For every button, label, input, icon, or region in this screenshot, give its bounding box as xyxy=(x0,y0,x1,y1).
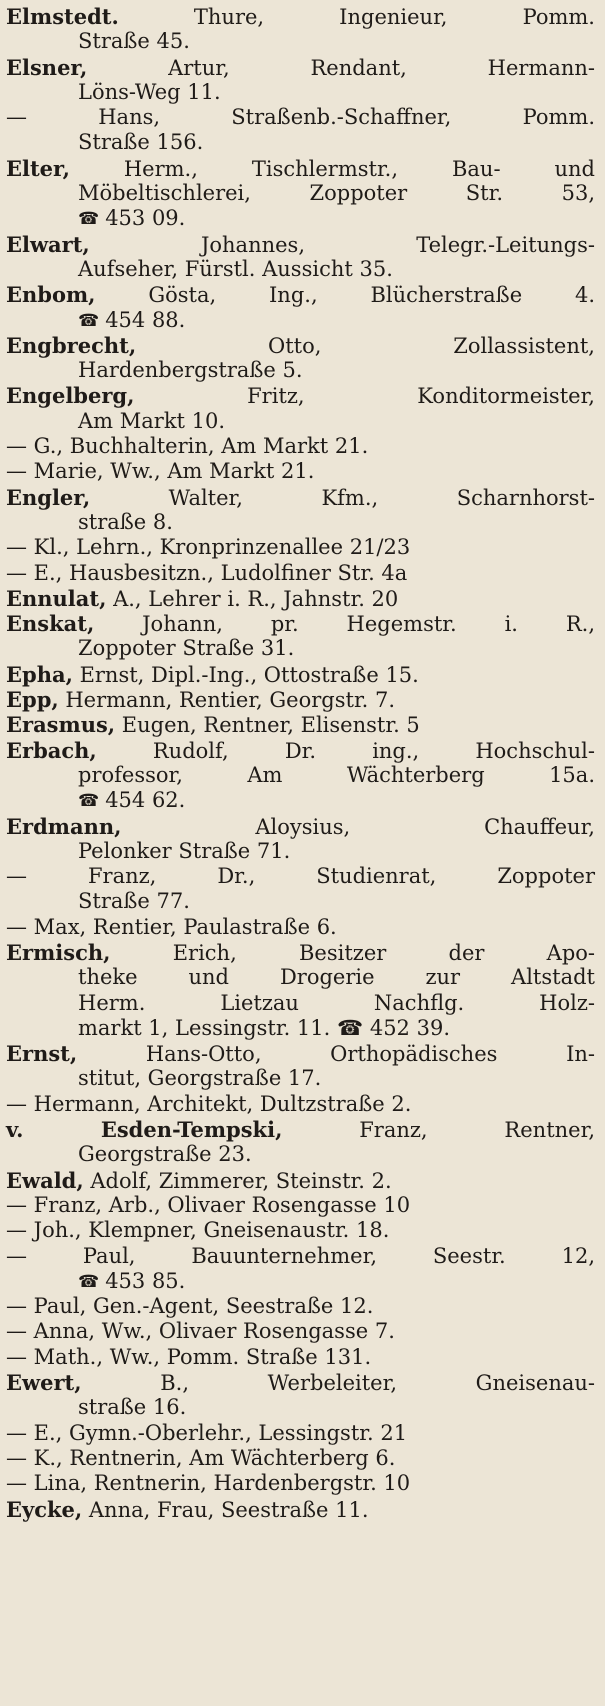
entry-first-line xyxy=(6,940,595,965)
entry-text: Erich, Besitzer der Apo- xyxy=(110,940,595,965)
entry-surname: Engler, xyxy=(6,484,91,510)
entry-text: Straße 156. xyxy=(78,130,204,155)
entry-surname: Ernst, xyxy=(6,1041,78,1067)
directory-entry xyxy=(6,1041,595,1092)
entry-text: 453 09. xyxy=(105,206,186,231)
directory-entry xyxy=(6,1218,595,1243)
directory-entry xyxy=(6,1168,595,1193)
entry-continuation-line xyxy=(6,839,595,864)
entry-first-line xyxy=(6,1319,595,1344)
entry-first-line xyxy=(6,1446,595,1471)
entry-first-line xyxy=(6,333,595,358)
directory-entry xyxy=(6,586,595,611)
entry-text: — Marie, Ww., Am Markt 21. xyxy=(6,459,315,484)
entry-first-line xyxy=(6,4,595,29)
entry-first-line xyxy=(6,1421,595,1446)
entry-text: — E., Gymn.-Oberlehr., Lessingstr. 21 xyxy=(6,1420,408,1445)
entry-text: Ernst, Dipl.-Ing., Ottostraße 15. xyxy=(72,662,419,687)
entry-surname: Elsner, xyxy=(6,54,88,80)
entry-first-line xyxy=(6,561,595,586)
entry-text: Artur, Rendant, Hermann- xyxy=(87,55,595,80)
entry-surname: Elter, xyxy=(6,155,70,181)
directory-entry xyxy=(6,712,595,737)
directory-entry xyxy=(6,105,595,156)
entry-text: Löns-Weg 11. xyxy=(78,79,221,104)
entry-surname: Epha, xyxy=(6,661,73,687)
directory-entry xyxy=(6,1294,595,1319)
directory-entry xyxy=(6,738,595,814)
directory-entry xyxy=(6,535,595,560)
entry-text: theke und Drogerie zur Altstadt xyxy=(78,965,595,990)
directory-entry xyxy=(6,1446,595,1471)
entry-text: Straße 45. xyxy=(78,29,190,54)
entry-first-line xyxy=(6,662,595,687)
entry-continuation-line xyxy=(6,206,595,231)
telephone-icon: ☎ xyxy=(78,791,100,812)
directory-entry xyxy=(6,915,595,940)
entry-first-line xyxy=(6,1218,595,1243)
entry-text: Hermann, Rentier, Georgstr. 7. xyxy=(58,688,396,713)
entry-text: 454 88. xyxy=(105,307,186,332)
entry-first-line xyxy=(6,814,595,839)
entry-surname: Ewert, xyxy=(6,1370,82,1396)
entry-text: 454 62. xyxy=(105,788,186,813)
directory-entry xyxy=(6,4,595,55)
directory-entry xyxy=(6,156,595,232)
directory-entry xyxy=(6,459,595,484)
entry-continuation-line xyxy=(6,889,595,914)
entry-first-line xyxy=(6,1370,595,1395)
directory-entry xyxy=(6,1319,595,1344)
entry-continuation-line xyxy=(6,257,595,282)
entry-continuation-line xyxy=(6,965,595,990)
directory-entry xyxy=(6,282,595,333)
directory-entry xyxy=(6,383,595,434)
entry-text: stitut, Georgstraße 17. xyxy=(78,1066,322,1091)
entry-first-line xyxy=(6,586,595,611)
entry-text: Georgstraße 23. xyxy=(78,1142,252,1167)
directory-entry xyxy=(6,940,595,1041)
entry-text: A., Lehrer i. R., Jahnstr. 20 xyxy=(106,586,399,611)
entry-text: straße 16. xyxy=(78,1395,187,1420)
entry-text: — Kl., Lehrn., Kronprinzenallee 21/23 xyxy=(6,535,411,560)
entry-surname: Elwart, xyxy=(6,231,90,257)
directory-entry xyxy=(6,864,595,915)
entry-first-line xyxy=(6,1041,595,1066)
entry-surname: Engbrecht, xyxy=(6,332,137,358)
entry-continuation-line xyxy=(6,358,595,383)
entry-first-line xyxy=(6,1168,595,1193)
entry-first-line xyxy=(6,485,595,510)
entry-text: Otto, Zollassistent, xyxy=(136,333,595,358)
entry-text: — Math., Ww., Pomm. Straße 131. xyxy=(6,1344,372,1369)
directory-entry xyxy=(6,1193,595,1218)
entry-text: Walter, Kfm., Scharnhorst- xyxy=(90,485,595,510)
directory-entry xyxy=(6,434,595,459)
entry-first-line xyxy=(6,1193,595,1218)
entry-text: Johannes, Telegr.-Leitungs- xyxy=(89,232,595,257)
entry-continuation-line xyxy=(6,1142,595,1167)
entry-first-line xyxy=(6,611,595,636)
entry-text: Franz, Rentner, xyxy=(282,1118,595,1143)
entry-text: — Hermann, Architekt, Dultzstraße 2. xyxy=(6,1091,412,1116)
entry-first-line xyxy=(6,156,595,181)
entry-text: — Joh., Klempner, Gneisenaustr. 18. xyxy=(6,1218,390,1243)
entry-continuation-line xyxy=(6,181,595,206)
entry-text: Zoppoter Straße 31. xyxy=(78,636,295,661)
directory-entry xyxy=(6,1421,595,1446)
entry-continuation-line xyxy=(6,991,595,1016)
entry-text: Am Markt 10. xyxy=(78,408,226,433)
entry-continuation-line xyxy=(6,29,595,54)
directory-entry xyxy=(6,561,595,586)
entry-first-line xyxy=(6,1117,595,1142)
entry-surname: Erdmann, xyxy=(6,813,122,839)
directory-entry xyxy=(6,611,595,662)
entry-first-line xyxy=(6,1345,595,1370)
entry-text: Herm., Tischlermstr., Bau- und xyxy=(69,156,595,181)
directory-entry xyxy=(6,1471,595,1496)
entry-surname: Elmstedt. xyxy=(6,4,119,29)
entry-first-line xyxy=(6,535,595,560)
entry-continuation-line xyxy=(6,409,595,434)
entry-continuation-line xyxy=(6,80,595,105)
entry-text: — Max, Rentier, Paulastraße 6. xyxy=(6,914,337,939)
entry-text: Möbeltischlerei, Zoppoter Str. 53, xyxy=(78,181,595,206)
entry-first-line xyxy=(6,55,595,80)
entry-text: Hardenbergstraße 5. xyxy=(78,358,303,383)
entry-first-line xyxy=(6,687,595,712)
entry-text: Johann, pr. Hegemstr. i. R., xyxy=(94,612,595,637)
entry-surname: Eycke, xyxy=(6,1496,83,1522)
entry-text: 453 85. xyxy=(105,1268,186,1293)
directory-entry xyxy=(6,662,595,687)
entry-text: Adolf, Zimmerer, Steinstr. 2. xyxy=(83,1168,392,1193)
entry-text: — E., Hausbesitzn., Ludolfiner Str. 4a xyxy=(6,560,408,585)
entry-text: Gösta, Ing., Blücherstraße 4. xyxy=(95,283,595,308)
entry-continuation-line xyxy=(6,1269,595,1294)
directory-entry xyxy=(6,814,595,865)
entry-first-line xyxy=(6,915,595,940)
directory-entry xyxy=(6,485,595,536)
entry-text: — Franz, Arb., Olivaer Rosengasse 10 xyxy=(6,1192,411,1217)
entry-text: Fritz, Konditormeister, xyxy=(134,384,595,409)
entry-text: Straße 77. xyxy=(78,889,190,914)
directory-column xyxy=(6,4,595,1522)
entry-first-line xyxy=(6,1244,595,1269)
entry-continuation-line xyxy=(6,636,595,661)
entry-first-line xyxy=(6,1092,595,1117)
entry-text: — Franz, Dr., Studienrat, Zoppoter xyxy=(6,864,595,889)
directory-entry xyxy=(6,1497,595,1522)
entry-text: professor, Am Wächterberg 15a. xyxy=(78,762,595,787)
entry-surname: Erasmus, xyxy=(6,712,116,738)
entry-continuation-line xyxy=(6,788,595,813)
directory-entry xyxy=(6,1092,595,1117)
directory-entry xyxy=(6,1345,595,1370)
entry-continuation-line xyxy=(6,1395,595,1420)
entry-first-line xyxy=(6,738,595,763)
entry-first-line xyxy=(6,1497,595,1522)
entry-text: — G., Buchhalterin, Am Markt 21. xyxy=(6,434,369,459)
entry-text: straße 8. xyxy=(78,509,173,534)
entry-text: — Paul, Gen.-Agent, Seestraße 12. xyxy=(6,1294,374,1319)
entry-first-line xyxy=(6,712,595,737)
entry-text: — Lina, Rentnerin, Hardenbergstr. 10 xyxy=(6,1471,411,1496)
entry-text: Rudolf, Dr. ing., Hochschul- xyxy=(96,738,595,763)
entry-text: — K., Rentnerin, Am Wächterberg 6. xyxy=(6,1445,396,1470)
entry-surname: Ennulat, xyxy=(6,585,107,611)
entry-text: Anna, Frau, Seestraße 11. xyxy=(82,1497,369,1522)
entry-text: markt 1, Lessingstr. 11. ☎ 452 39. xyxy=(78,1015,450,1040)
entry-text: Herm. Lietzau Nachflg. Holz- xyxy=(78,990,595,1015)
entry-first-line xyxy=(6,383,595,408)
entry-first-line xyxy=(6,105,595,130)
entry-continuation-line xyxy=(6,130,595,155)
entry-surname: Ermisch, xyxy=(6,939,111,965)
telephone-icon: ☎ xyxy=(78,310,100,331)
entry-surname: Engelberg, xyxy=(6,383,135,409)
entry-text: Aufseher, Fürstl. Aussicht 35. xyxy=(78,256,393,281)
telephone-icon: ☎ xyxy=(78,209,100,230)
entry-text: B., Werbeleiter, Gneisenau- xyxy=(81,1371,595,1396)
entry-first-line xyxy=(6,1471,595,1496)
entry-first-line xyxy=(6,864,595,889)
entry-text: — Hans, Straßenb.-Schaffner, Pomm. xyxy=(6,105,595,130)
entry-surname: Enskat, xyxy=(6,611,95,637)
directory-entry xyxy=(6,232,595,283)
entry-continuation-line xyxy=(6,308,595,333)
telephone-icon: ☎ xyxy=(78,1271,100,1292)
entry-first-line xyxy=(6,459,595,484)
entry-first-line xyxy=(6,434,595,459)
directory-entry xyxy=(6,1244,595,1295)
entry-first-line xyxy=(6,1294,595,1319)
entry-continuation-line xyxy=(6,510,595,535)
entry-continuation-line xyxy=(6,1016,595,1041)
entry-continuation-line xyxy=(6,763,595,788)
entry-text: Thure, Ingenieur, Pomm. xyxy=(118,5,595,29)
entry-surname: Epp, xyxy=(6,687,59,713)
directory-entry xyxy=(6,687,595,712)
entry-surname: Erbach, xyxy=(6,737,97,763)
entry-surname: v. Esden-Tempski, xyxy=(6,1117,283,1143)
entry-first-line xyxy=(6,282,595,307)
entry-surname: Enbom, xyxy=(6,282,96,308)
entry-text: Hans-Otto, Orthopädisches In- xyxy=(77,1042,595,1067)
entry-text: — Paul, Bauunternehmer, Seestr. 12, xyxy=(6,1243,595,1268)
entry-text: — Anna, Ww., Olivaer Rosengasse 7. xyxy=(6,1319,395,1344)
entry-text: Aloysius, Chauffeur, xyxy=(121,814,595,839)
entry-text: Eugen, Rentner, Elisenstr. 5 xyxy=(115,713,420,738)
directory-entry xyxy=(6,333,595,384)
directory-entry xyxy=(6,1117,595,1168)
entry-text: Pelonker Straße 71. xyxy=(78,838,291,863)
entry-continuation-line xyxy=(6,1066,595,1091)
directory-entry xyxy=(6,1370,595,1421)
directory-entry xyxy=(6,55,595,106)
entry-first-line xyxy=(6,232,595,257)
entry-surname: Ewald, xyxy=(6,1167,84,1193)
